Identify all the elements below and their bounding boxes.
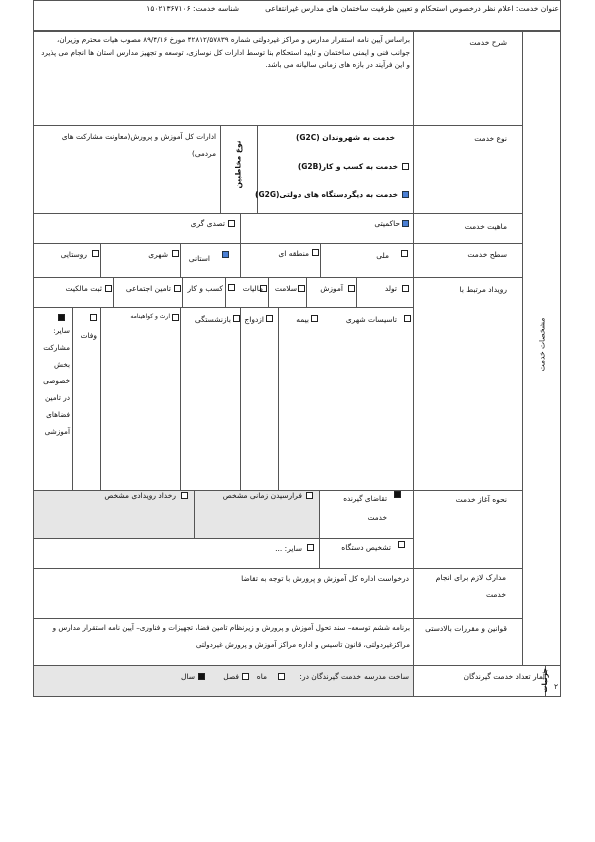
service-type-label: نوع خدمت [474, 134, 507, 143]
level-label: سطح خدمت [467, 250, 507, 259]
start-other: سایر: ... [275, 544, 302, 553]
event-social-security: تامین اجتماعی [125, 284, 171, 293]
g2b-checkbox[interactable] [402, 163, 409, 170]
stakeholder-text: ادارات کل آموزش و پرورش(معاونت مشارکت های مردمی) [61, 132, 216, 158]
event-inheritance-checkbox[interactable] [172, 314, 179, 321]
level-provincial-checkbox[interactable] [222, 251, 229, 258]
start-agency: تشخیص دستگاه [341, 543, 391, 552]
stakeholder-label: نوع مخاطبین [233, 140, 243, 189]
nature-sovereign-checkbox[interactable] [402, 220, 409, 227]
laws-text: برنامه ششم توسعه– سند تحول آموزش و پرورش و زیرنظام تامین فضا، تجهیزات و فناوری– آیین نامه استقرار مدارس و مراکزغیردولتی، قانون تاسیس و اداره مراکز آموزش و پرورش غیردولتی [52, 623, 410, 649]
level-urban: شهری [148, 250, 168, 259]
event-health-checkbox[interactable] [298, 285, 305, 292]
event-insurance: بیمه [296, 315, 309, 324]
stats-month-checkbox[interactable] [278, 673, 285, 680]
level-national: ملی [376, 251, 389, 260]
nature-enterprise: تصدی گری [190, 219, 225, 228]
start-request-checkbox[interactable] [394, 491, 401, 498]
event-death: وفات [80, 331, 97, 340]
side-label: مشخصات خدمت [537, 317, 547, 372]
event-other: سایر: مشارکت بخش خصوصی در تامین فضاهای آموزشی [43, 326, 70, 436]
events-label: رویداد مرتبط با [459, 285, 507, 294]
start-other-checkbox[interactable] [307, 544, 314, 551]
stats-text: خدمت گیرندگان در: [299, 672, 361, 681]
event-tax: مالیات [242, 284, 263, 293]
event-birth: تولد [384, 284, 397, 293]
stats-year-checkbox[interactable] [198, 673, 205, 680]
nature-enterprise-checkbox[interactable] [228, 220, 235, 227]
start-event: رخداد رویدادی مشخص [104, 491, 176, 500]
level-rural-checkbox[interactable] [92, 250, 99, 257]
event-health: سلامت [274, 284, 297, 293]
stats-label: آمار تعداد خدمت گیرندگان [463, 672, 545, 681]
stats-season: فصل [223, 672, 239, 681]
level-urban-checkbox[interactable] [172, 250, 179, 257]
service-title: عنوان خدمت: اعلام نظر درخصوص استحکام و تعیین ظرفیت ساختمان های مدارس غیرانتفاعی [265, 4, 559, 13]
event-marriage-checkbox[interactable] [266, 315, 273, 322]
level-national-checkbox[interactable] [401, 250, 408, 257]
event-education-checkbox[interactable] [348, 285, 355, 292]
laws-label: قوانین و مقررات بالادستی [425, 624, 507, 633]
event-business-checkbox[interactable] [228, 284, 235, 291]
event-retirement-checkbox[interactable] [233, 315, 240, 322]
stats-season-checkbox[interactable] [242, 673, 249, 680]
event-death-checkbox[interactable] [90, 314, 97, 321]
event-property-checkbox[interactable] [105, 285, 112, 292]
documents-label: مدارک لازم برای انجام خدمت [435, 573, 506, 599]
documents-text: درخواست اداره کل آموزش و پرورش با توجه به تقاضا [241, 574, 409, 583]
level-regional: منطقه ای [278, 249, 309, 258]
stats-year: سال [180, 672, 195, 681]
start-time: فرارسیدن زمانی مشخص [222, 491, 302, 500]
start-request: تقاضای گیرنده خدمت [343, 494, 387, 522]
g2g-checkbox[interactable] [402, 191, 409, 198]
start-label: نحوه آغاز خدمت [455, 495, 507, 504]
service-type-g2c: خدمت به شهروندان (G2C) [295, 133, 395, 142]
event-urban-facilities-checkbox[interactable] [404, 315, 411, 322]
start-time-checkbox[interactable] [306, 492, 313, 499]
event-insurance-checkbox[interactable] [311, 315, 318, 322]
stats-side-label: جزئیات [541, 668, 549, 693]
description-label: شرح خدمت [469, 38, 507, 47]
event-marriage: ازدواج [244, 315, 264, 324]
event-business: کسب و کار [187, 284, 223, 293]
stats-prefix: ساخت مدرسه [364, 672, 409, 681]
event-inheritance: ارث و کواهینامه [130, 313, 170, 320]
start-event-checkbox[interactable] [181, 492, 188, 499]
event-education: آموزش [320, 284, 343, 293]
stats-month: ماه [256, 672, 267, 681]
event-urban-facilities: تاسیسات شهری [345, 315, 397, 324]
event-birth-checkbox[interactable] [402, 285, 409, 292]
level-provincial: استانی [188, 254, 210, 263]
stats-side-num: ۲ [553, 682, 558, 691]
nature-sovereign: حاکمیتی [374, 219, 400, 228]
service-type-g2g: خدمت به دیگردستگاه های دولتی(G2G) [255, 190, 398, 199]
description-text: براساس آیین نامه استقرار مدارس و مراکز غیردولتی شماره ۴۲۸۱۲/۵۷۸۳۹ مورخ ۸۹/۴/۱۶ مصوب هیات محترم وزیران، جوانب فنی و ایمنی ساختمان و تایید استحکام بنا توسط ادارات کل نوسازی، توسعه و تجهیز مدارس استان ها انجام می پذیرد و این فرآیند در بازه های زمانی سالیانه می باشد. [41, 35, 410, 70]
event-other-checkbox[interactable] [58, 314, 65, 321]
level-regional-checkbox[interactable] [312, 249, 319, 256]
start-agency-checkbox[interactable] [398, 541, 405, 548]
service-id: شناسه خدمت: ۱۵۰۲۱۳۶۷۱۰۶ [146, 4, 239, 13]
nature-label: ماهیت خدمت [464, 222, 507, 231]
service-type-g2b: خدمت به کسب و کار(G2B) [297, 162, 398, 171]
event-social-security-checkbox[interactable] [174, 285, 181, 292]
event-property: ثبت مالکیت [65, 284, 102, 293]
level-rural: روستایی [60, 250, 87, 259]
event-retirement: بازنشستگی [194, 315, 231, 324]
